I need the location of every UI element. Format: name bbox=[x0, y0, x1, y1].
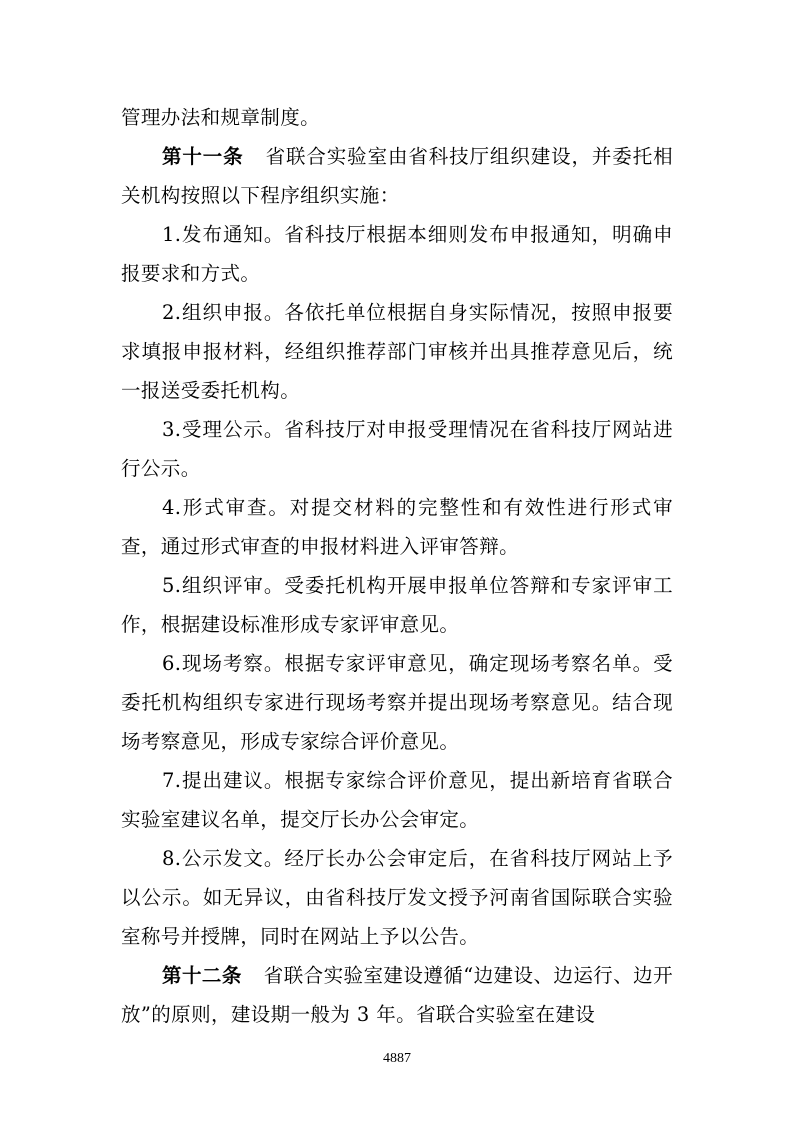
article-11-label: 第十一条 bbox=[162, 145, 244, 168]
document-body bbox=[121, 98, 673, 1034]
step-7-paragraph: 7.提出建议。根据专家综合评价意见，提出新培育省联合实验室建议名单，提交厅长办公会审定。 bbox=[121, 769, 673, 831]
step-4-paragraph: 4.形式审查。对提交材料的完整性和有效性进行形式审查，通过形式审查的申报材料进入评审答辩。 bbox=[121, 496, 673, 558]
continuation-paragraph: 管理办法和规章制度。 bbox=[121, 106, 321, 129]
step-3-paragraph: 3.受理公示。省科技厅对申报受理情况在省科技厅网站进行公示。 bbox=[121, 418, 673, 480]
step-2-paragraph: 2.组织申报。各依托单位根据自身实际情况，按照申报要求填报申报材料，经组织推荐部门审核并出具推荐意见后，统一报送受委托机构。 bbox=[121, 301, 673, 402]
step-1-paragraph: 1.发布通知。省科技厅根据本细则发布申报通知，明确申报要求和方式。 bbox=[121, 223, 673, 285]
article-12-label: 第十二条 bbox=[162, 964, 242, 987]
article-11-text: 省联合实验室由省科技厅组织建设，并委托相关机构按照以下程序组织实施： bbox=[121, 145, 673, 207]
page-number: 4887 bbox=[383, 1051, 411, 1066]
step-5-paragraph: 5.组织评审。受委托机构开展申报单位答辩和专家评审工作，根据建设标准形成专家评审意见。 bbox=[121, 574, 673, 636]
article-12-paragraph bbox=[121, 956, 673, 1034]
article-12-text: 省联合实验室建设遵循“边建设、边运行、边开放”的原则，建设期一般为 3 年。省联合实验室在建设 bbox=[121, 964, 673, 1026]
step-8-paragraph: 8.公示发文。经厅长办公会审定后，在省科技厅网站上予以公示。如无异议，由省科技厅发文授予河南省国际联合实验室称号并授牌，同时在网站上予以公告。 bbox=[121, 847, 673, 948]
step-6-paragraph: 6.现场考察。根据专家评审意见，确定现场考察名单。受委托机构组织专家进行现场考察并提出现场考察意见。结合现场考察意见，形成专家综合评价意见。 bbox=[121, 652, 673, 753]
article-11-paragraph bbox=[121, 137, 673, 215]
